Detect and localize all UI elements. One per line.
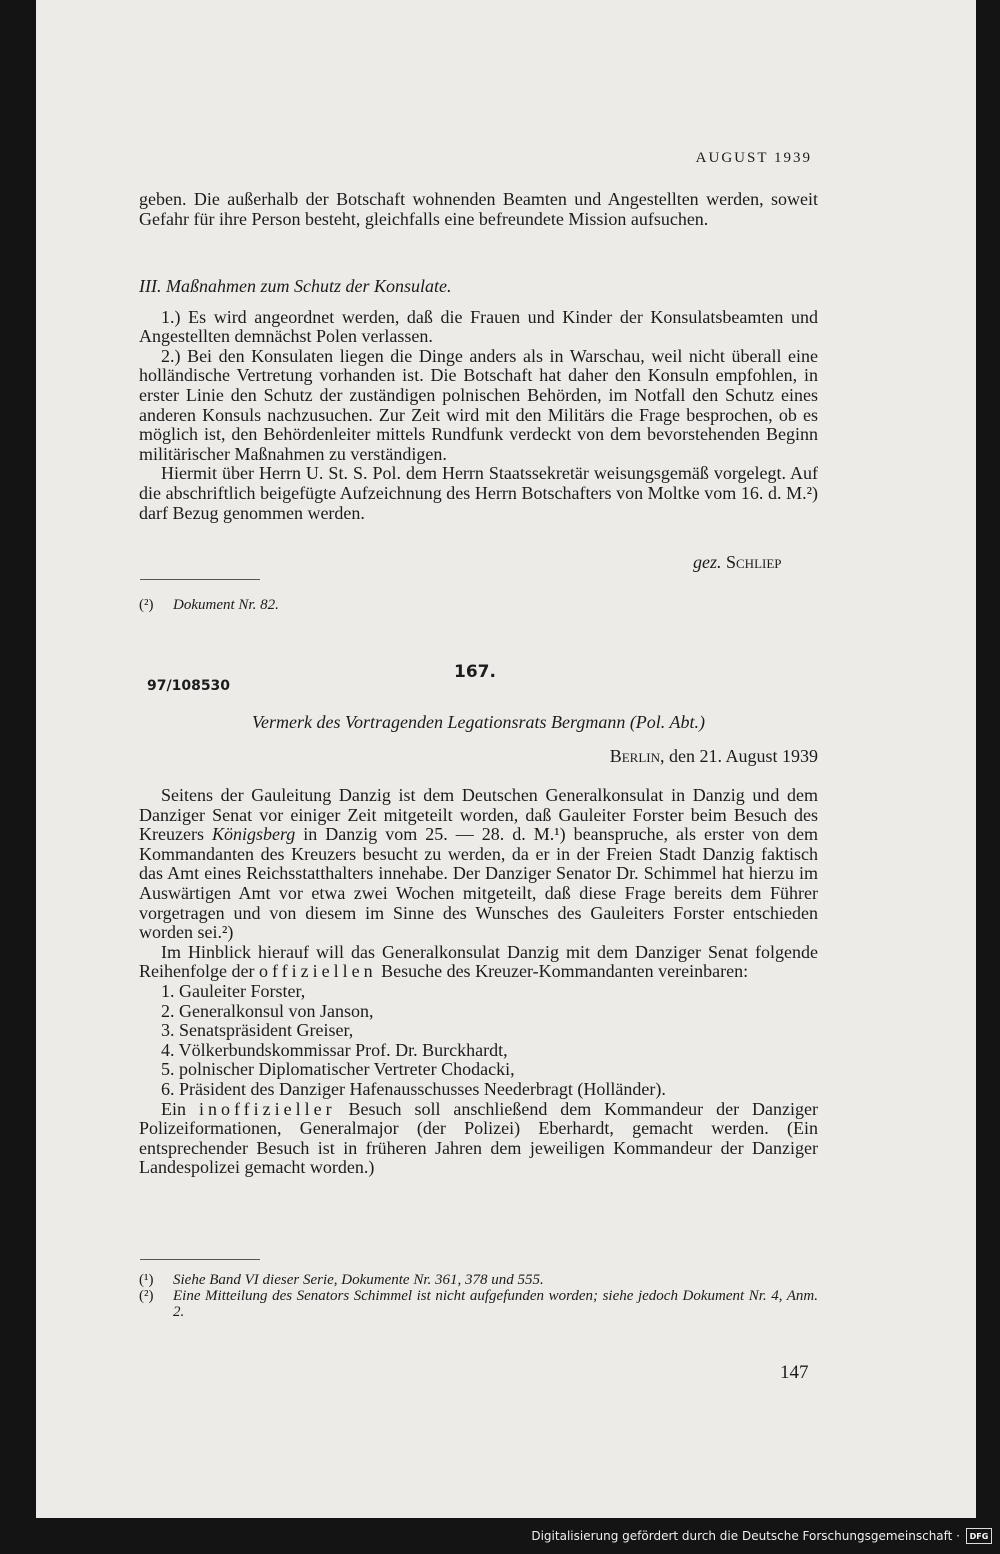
- list-item: 3. Senatspräsident Greiser,: [161, 1020, 354, 1041]
- running-head: AUGUST 1939: [695, 150, 812, 166]
- list-item: 6. Präsident des Danziger Hafenausschusses Neederbragt (Holländer).: [161, 1078, 666, 1099]
- footnote-1: [139, 1272, 818, 1288]
- credit-text: Digitalisierung gefördert durch die Deutsche Forschungsgemeinschaft ·: [531, 1529, 960, 1543]
- dateline: [500, 746, 818, 767]
- continuation-paragraph: geben. Die außerhalb der Botschaft wohnenden Beamten und Angestellten werden, soweit Gefahr für ihre Person besteht, gleichfalls eine befreundete Mission aufsuchen.: [139, 189, 818, 229]
- signature: [693, 552, 782, 573]
- document-body: [139, 786, 818, 1178]
- section-paragraph-2: 2.) Bei den Konsulaten liegen die Dinge anders als in Warschau, weil nicht überall eine holländische Vertretung vorhanden ist. Die Botschaft hat daher den Konsuln empfohlen, in erster Linie den Schutz der zuständigen polnischen Behörden, im Notfall den Schutz eines anderen Konsuls nachzusuchen. Zur Zeit wird mit den Militärs die Frage besprochen, ob es möglich ist, den Behördenleiter mittels Rundfunk verdeckt von dem bevorstehenden Beginn militärischer Maßnahmen zu verständigen.: [139, 345, 818, 464]
- list-item: 5. polnischer Diplomatischer Vertreter Chodacki,: [161, 1059, 515, 1080]
- dfg-logo-icon: DFG: [966, 1528, 992, 1544]
- footnote-text: Siehe Band VI dieser Serie, Dokumente Nr. 361, 378 und 555.: [173, 1272, 544, 1288]
- footnote-number: (²): [139, 1288, 154, 1304]
- document-title: Vermerk des Vortragenden Legationsrats Bergmann (Pol. Abt.): [252, 712, 705, 732]
- file-reference: 97/108530: [147, 678, 231, 694]
- body-paragraph-2: Im Hinblick hierauf will das Generalkonsulat Danzig mit dem Danziger Senat folgende Reihenfolge der offiziellen Besuche des Kreuzer-Kommandanten vereinbaren:: [139, 941, 818, 982]
- section-heading: III. Maßnahmen zum Schutz der Konsulate.: [139, 276, 452, 296]
- list-item: 2. Generalkonsul von Janson,: [161, 1000, 374, 1021]
- body-paragraph-3: Ein inoffizieller Besuch soll anschließend dem Kommandeur der Danziger Polizeiformationen, Generalmajor (der Polizei) Eberhardt, gemacht werden. (Ein entsprechender Besuch ist in früheren Jahren dem jeweiligen Kommandeur der Danziger Landespolizei gemacht worden.): [139, 1098, 818, 1178]
- footnote-text: Dokument Nr. 82.: [173, 597, 279, 613]
- ship-name: Königsberg: [211, 824, 296, 845]
- document-number: 167.: [454, 662, 496, 682]
- section-paragraph-1: 1.) Es wird angeordnet werden, daß die Frauen und Kinder der Konsulatsbeamten und Angestellten demnächst Polen verlassen.: [139, 306, 818, 347]
- footnote-top: [139, 597, 818, 613]
- credit-bar: [0, 1518, 1000, 1554]
- signature-name: Schliep: [726, 552, 782, 572]
- footnote-rule: [140, 1259, 260, 1260]
- emphasis-offiziellen: offiziellen: [258, 961, 377, 982]
- dateline-date: , den 21. August 1939: [659, 746, 818, 766]
- signature-prefix: gez.: [693, 552, 722, 572]
- footnotes-bottom: [139, 1272, 818, 1320]
- footnote-number: (²): [139, 597, 154, 613]
- dateline-city: Berlin: [609, 746, 660, 766]
- section-paragraph-3: Hiermit über Herrn U. St. S. Pol. dem Herrn Staatssekretär weisungsgemäß vorgelegt. Auf die abschriftlich beigefügte Aufzeichnung des Herrn Botschafters von Moltke vom 16. d. M.²) darf Bezug genommen werden.: [139, 463, 818, 523]
- page-number: 147: [780, 1362, 809, 1383]
- visit-list: [139, 982, 818, 1100]
- body-paragraph-1: Seitens der Gauleitung Danzig ist dem Deutschen Generalkonsulat in Danzig und dem Danziger Senat vor einiger Zeit mitgeteilt worden, daß Gauleiter Forster beim Besuch des Kreuzers Königsberg in Danzig vom 25. — 28. d. M.¹) beanspruche, als erster von dem Kommandanten des Kreuzers besucht zu werden, da er in der Freien Stadt Danzig faktisch das Amt eines Reichsstatthalters innehabe. Der Danziger Senator Dr. Schimmel hat hierzu im Auswärtigen Amt vor etwa zwei Wochen mitgeteilt, daß diese Frage bereits dem Führer vorgetragen und von diesem im Sinne des Wunsches des Gauleiters Forster entschieden worden sei.²): [139, 785, 818, 943]
- footnote-2: [139, 1288, 818, 1320]
- list-item: 4. Völkerbundskommissar Prof. Dr. Burckhardt,: [161, 1039, 508, 1060]
- footnote-number: (¹): [139, 1272, 154, 1288]
- footnote-rule: [140, 579, 260, 580]
- section-continuation: [139, 190, 818, 229]
- footnote-text: Eine Mitteilung des Senators Schimmel ist nicht aufgefunden worden; siehe jedoch Dokument Nr. 4, Anm. 2.: [173, 1288, 818, 1320]
- list-item: 1. Gauleiter Forster,: [161, 980, 306, 1001]
- section-iii: [139, 277, 818, 523]
- emphasis-inoffizieller: inoffizieller: [198, 1098, 336, 1119]
